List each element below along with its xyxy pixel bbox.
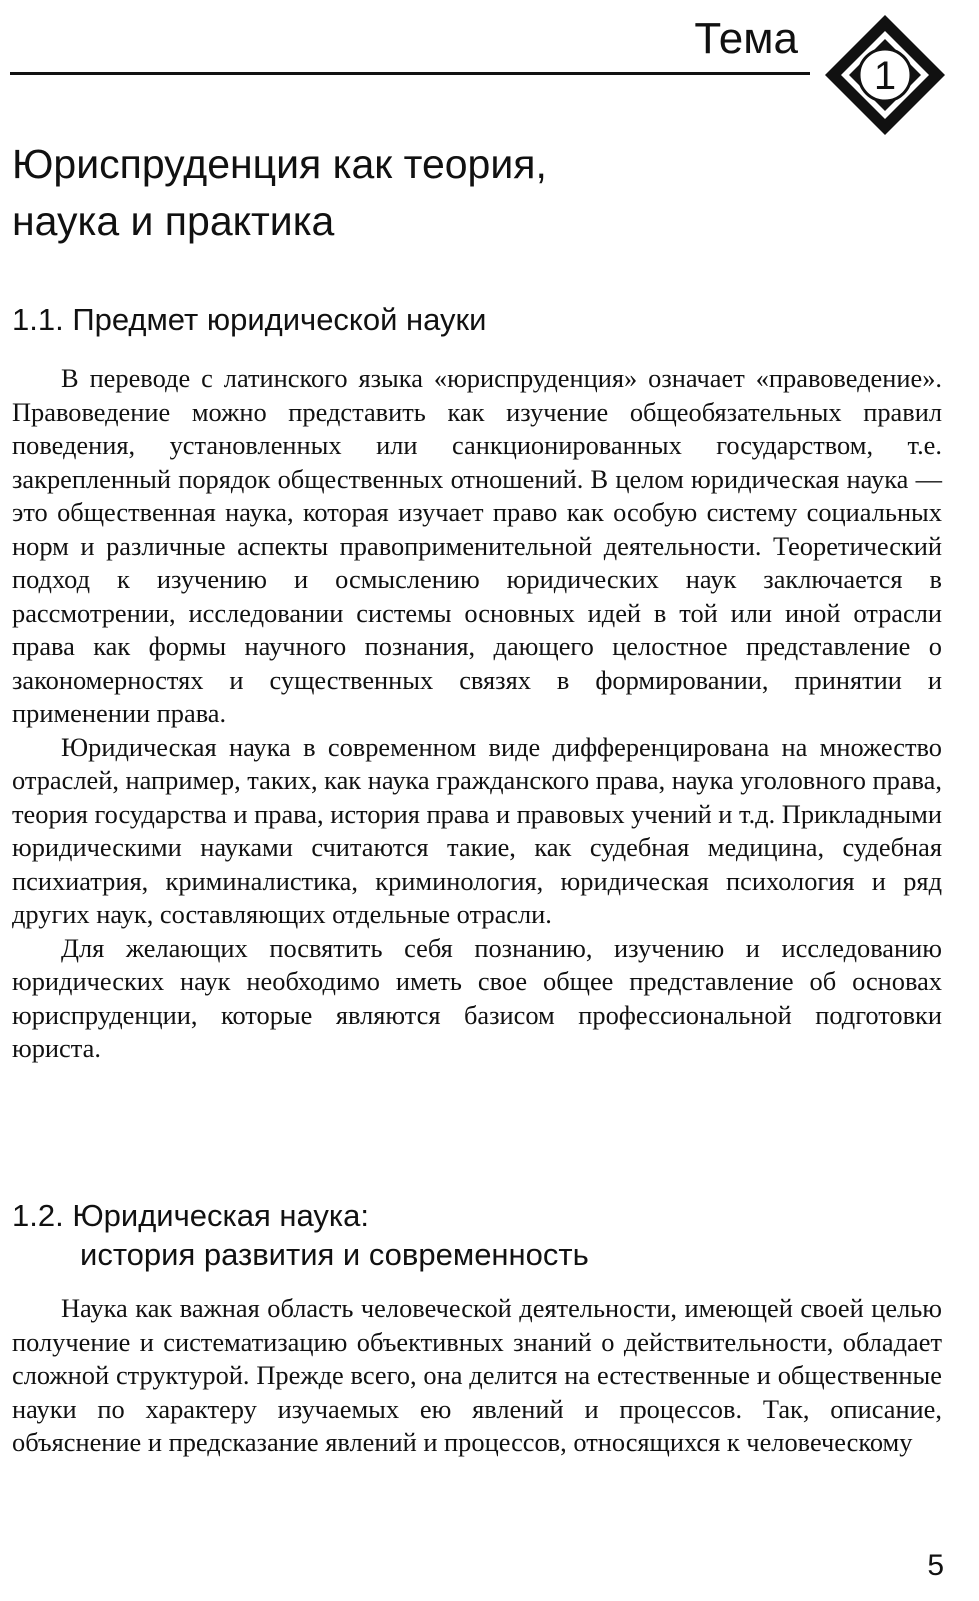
- paragraph: Юридическая наука в современном виде дифференцирована на множество отраслей, например, таких, как наука гражданского права, наука уголовного права, теория государства и права, история права и правовых учений и т.д. Прикладными юридическими науками считаются такие, как судебная медицина, судебная психиатрия, криминалистика, криминология, юридическая психология и ряд других наук, составляющих отдельные отрасли.: [12, 731, 942, 929]
- section-2-body: [12, 1292, 942, 1504]
- section-1-heading: [12, 300, 486, 339]
- section-1-body: [12, 362, 942, 1066]
- section-1-heading-text: 1.1. Предмет юридической науки: [12, 302, 487, 337]
- section-2-heading: [12, 1196, 589, 1274]
- diamond-icon: [822, 12, 948, 138]
- topic-number-badge: [822, 12, 948, 138]
- paragraph: В переводе с латинского языка «юриспруденция» означает «правоведение». Правоведение можно представить как изучение общеобязательных правил поведения, установленных или санкционированных государством, т.е. закрепленный порядок общественных отношений. В целом юридическая наука — это общественная наука, которая изучает право как особую систему социальных норм и различные аспекты правоприменительной деятельности. Теоретический подход к изучению и осмыслению юридических наук заключается в рассмотрении, исследовании системы основных идей в той или иной отрасли права как формы научного познания, дающего целостное представление о закономерностях и существенных связях в формировании, принятии и применении права.: [12, 363, 942, 728]
- section-2-heading-line-2: история развития и современность: [80, 1237, 589, 1272]
- header-rule: [10, 72, 810, 75]
- paragraph: Для желающих посвятить себя познанию, изучению и исследованию юридических наук необходимо иметь свое общее представление об основах юриспруденции, которые являются базисом профессиональной подготовки юриста.: [12, 932, 942, 1063]
- chapter-title: [12, 136, 792, 250]
- topic-label: Тема: [694, 14, 798, 63]
- topic-number: 1: [873, 54, 897, 98]
- section-2-heading-line-1: 1.2. Юридическая наука:: [12, 1198, 369, 1233]
- chapter-title-line-2: наука и практика: [12, 198, 335, 244]
- page-number: 5: [927, 1549, 944, 1582]
- paragraph: Наука как важная область человеческой деятельности, имеющей своей целью получение и систематизацию объективных знаний о действительности, обладает сложной структурой. Прежде всего, она делится на естественные и общественные науки по характеру изучаемых ею явлений и процессов. Так, описание, объяснение и предсказание явлений и процессов, относящихся к человеческому: [12, 1293, 942, 1457]
- chapter-title-line-1: Юриспруденция как теория,: [12, 141, 547, 187]
